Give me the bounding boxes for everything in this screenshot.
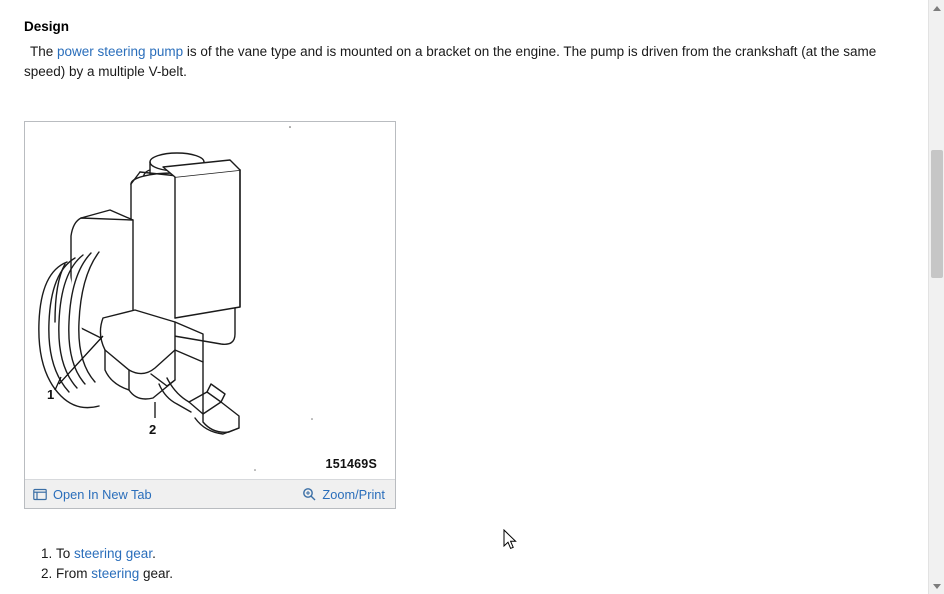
list-item	[56, 544, 173, 564]
vertical-scrollbar[interactable]	[928, 0, 944, 594]
steering-link[interactable]: steering	[91, 566, 140, 581]
scrollbar-down-arrow[interactable]	[929, 578, 944, 594]
new-window-icon	[33, 487, 47, 501]
page-title: Design	[24, 19, 70, 34]
figure-image[interactable]	[25, 122, 395, 479]
figure-code-label: 151469S	[325, 457, 377, 471]
paragraph-text-after: is of the vane type and is mounted on a bracket on the engine. The pump is driven from the crankshaft (at the same speed) by a multiple V-belt.	[24, 44, 877, 79]
scrollbar-thumb[interactable]	[931, 150, 943, 278]
figure-callout-2: 2	[149, 422, 157, 437]
paragraph-text-before: The	[30, 44, 58, 59]
open-in-new-tab-label: Open In New Tab	[53, 486, 152, 502]
figure-card	[24, 121, 396, 509]
scrollbar-up-arrow[interactable]	[929, 0, 944, 16]
figure-legend-list	[34, 544, 173, 584]
figure-toolbar	[25, 479, 395, 508]
open-in-new-tab-button[interactable]	[33, 487, 152, 502]
power-steering-pump-link[interactable]: power steering pump	[57, 44, 184, 59]
legend-item-2-suffix: gear.	[139, 566, 174, 581]
magnifier-icon	[302, 487, 316, 501]
legend-item-2-prefix: From	[56, 566, 92, 581]
legend-item-1-prefix: To	[56, 546, 75, 561]
zoom-print-button[interactable]	[302, 487, 385, 502]
zoom-print-label: Zoom/Print	[322, 486, 385, 502]
power-steering-pump-illustration	[25, 122, 395, 479]
design-paragraph	[24, 42, 886, 82]
legend-item-1-suffix: .	[152, 546, 156, 561]
figure-callout-1: 1	[47, 387, 55, 402]
steering-gear-link[interactable]: steering gear	[74, 546, 153, 561]
list-item	[56, 564, 173, 584]
